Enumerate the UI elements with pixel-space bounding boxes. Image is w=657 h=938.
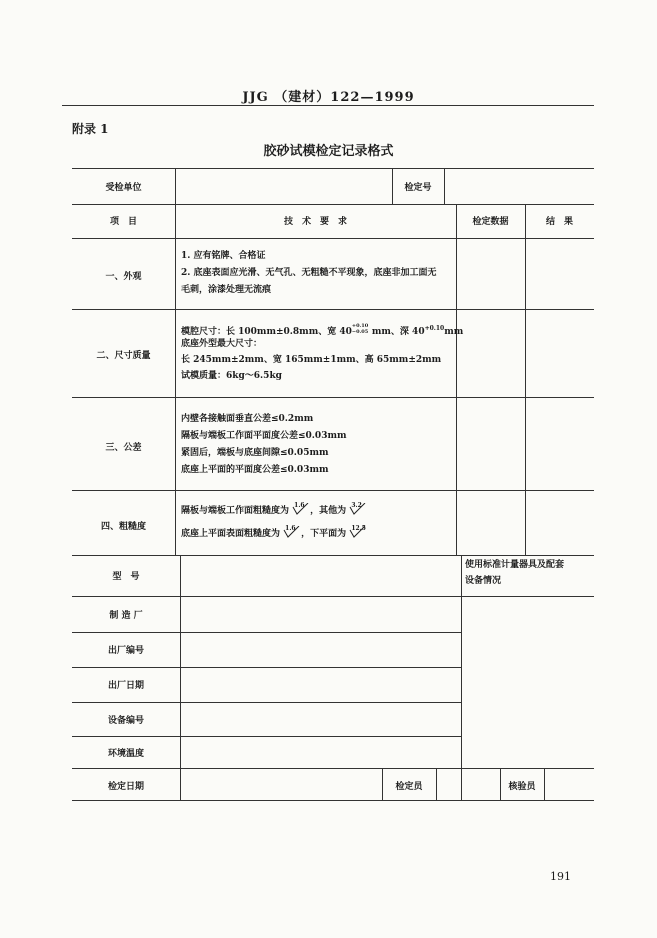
table-rule (72, 596, 594, 597)
table-rule (72, 800, 594, 801)
item-tolerance-label: 三、公差 (105, 443, 142, 453)
roughness-symbol-icon: 12.5 (349, 526, 367, 538)
roughness-symbol-icon: 1.6 (283, 526, 301, 538)
table-rule (72, 309, 594, 310)
item-roughness-label: 四、粗糙度 (100, 522, 146, 532)
model-label: 型 号 (112, 572, 140, 582)
checker-label: 核验员 (508, 782, 536, 792)
roughness-symbol-icon: 3.2 (349, 503, 367, 515)
table-rule (72, 397, 594, 398)
tech-line: 模腔尺寸：长 100mm±0.8mm、宽 40+0.10 −0.05 mm、深 $40^{+0.10}mm$ (181, 323, 464, 337)
cert-number-label: 检定号 (404, 183, 432, 193)
tech-line: 2. 底座表面应光滑、无气孔、无粗糙不平现象，底座非加工面无 (181, 268, 437, 278)
tech-line: 长 245mm±2mm、宽 165mm±1mm、高 65mm±2mm (181, 355, 442, 365)
equipment-number-label: 设备编号 (107, 716, 144, 726)
tech-line: 底座上平面表面粗糙度为 1.6 ，下平面为 12.5 (181, 525, 366, 539)
col-header-result: 结 果 (545, 217, 573, 227)
table-rule (72, 168, 594, 169)
manufacturer-label: 制 造 厂 (109, 611, 143, 621)
col-header-tech: 技 术 要 求 (283, 217, 347, 227)
table-rule (444, 168, 445, 204)
std-equipment-label (465, 557, 564, 589)
page-number: 191 (550, 870, 571, 883)
unit-label: 受检单位 (105, 183, 142, 193)
header-rule (62, 105, 594, 106)
record-form-table (72, 168, 594, 800)
tech-line: 隔板与端板工作面平面度公差≤0.03mm (181, 431, 347, 441)
roughness-symbol-icon: 1.6 (292, 503, 310, 515)
std-equipment-line: 使用标准计量器具及配套 (465, 560, 565, 570)
col-header-item: 项 目 (109, 217, 137, 227)
col-header-data: 检定数据 (472, 217, 509, 227)
table-rule (461, 555, 462, 800)
tech-line: 试模质量：6kg～6.5kg (181, 371, 282, 381)
item-dimension-label: 二、尺寸质量 (96, 351, 151, 361)
tech-line: 紧固后，端板与底座间隙≤0.05mm (181, 448, 329, 458)
factory-date-label: 出厂日期 (107, 681, 144, 691)
table-rule (72, 490, 594, 491)
ambient-temperature-label: 环境温度 (107, 749, 144, 759)
std-equipment-line: 设备情况 (465, 576, 502, 586)
tech-line: 1. 应有铭牌、合格证 (181, 251, 266, 261)
factory-number-label: 出厂编号 (107, 646, 144, 656)
table-rule (72, 632, 461, 633)
tech-line: 内壁各接触面垂直公差≤0.2mm (181, 414, 314, 424)
table-rule (456, 204, 457, 555)
tech-line: 底座上平面的平面度公差≤0.03mm (181, 465, 329, 475)
tech-line: 底座外型最大尺寸： (181, 339, 263, 349)
table-rule (72, 768, 594, 769)
table-rule (72, 702, 461, 703)
appendix-label: 附录 1 (72, 122, 109, 136)
table-rule (72, 667, 461, 668)
tech-line: 毛刺，涂漆处理无流痕 (181, 285, 272, 295)
verification-date-label: 检定日期 (107, 782, 144, 792)
verifier-label: 检定员 (395, 782, 423, 792)
table-rule (544, 768, 545, 800)
table-rule (436, 768, 437, 800)
tech-line: 隔板与端板工作面粗糙度为 1.6 ，其他为 3.2 (181, 503, 367, 520)
table-rule (525, 204, 526, 555)
table-rule (72, 204, 594, 205)
table-rule (72, 238, 594, 239)
item-appearance-label: 一、外观 (105, 272, 142, 282)
page-title: 胶砂试模检定记录格式 (263, 144, 394, 159)
table-rule (180, 555, 181, 800)
standard-header: JJG （建材）122—1999 (242, 90, 415, 105)
table-rule (72, 736, 461, 737)
table-rule (72, 555, 594, 556)
